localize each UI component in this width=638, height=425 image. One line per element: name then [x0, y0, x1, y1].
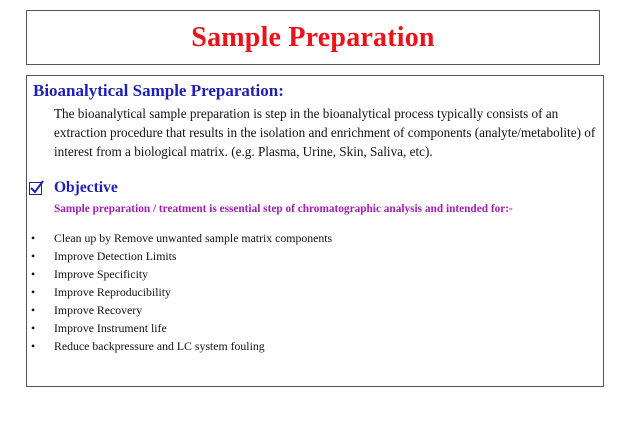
list-item: • Improve Instrument life	[31, 321, 167, 335]
list-item: • Improve Reproducibility	[31, 285, 171, 299]
content-box	[26, 75, 604, 387]
objective-label: Objective	[54, 179, 118, 196]
slide-title: Sample Preparation	[191, 21, 435, 53]
bullet-icon: •	[31, 249, 36, 263]
bullet-icon: •	[31, 321, 36, 335]
section-heading: Bioanalytical Sample Preparation:	[33, 81, 284, 100]
bullet-icon: •	[31, 231, 36, 245]
list-item: • Reduce backpressure and LC system fouling	[31, 339, 265, 353]
bullet-icon: •	[31, 339, 36, 353]
list-item: • Improve Recovery	[31, 303, 143, 317]
checkbox-checked-icon	[29, 182, 42, 195]
bullet-icon: •	[31, 267, 36, 281]
list-item: • Clean up by Remove unwanted sample matrix components	[31, 231, 333, 245]
objective-row	[29, 179, 118, 197]
bullet-icon: •	[31, 303, 36, 317]
objective-subtitle: Sample preparation / treatment is essential step of chromatographic analysis and intended for:-	[54, 203, 513, 215]
section-paragraph: The bioanalytical sample preparation is step in the bioanalytical process typically consists of an extraction procedure that results in the isolation and enrichment of components (analyte/metabolite) of interest from a biological matrix. (e.g. Plasma, Urine, Skin, Saliva, etc).	[54, 106, 596, 159]
bullet-list	[31, 229, 332, 355]
bullet-icon: •	[31, 285, 36, 299]
list-item: • Improve Detection Limits	[31, 249, 177, 263]
title-box	[26, 10, 600, 65]
list-item: • Improve Specificity	[31, 267, 149, 281]
